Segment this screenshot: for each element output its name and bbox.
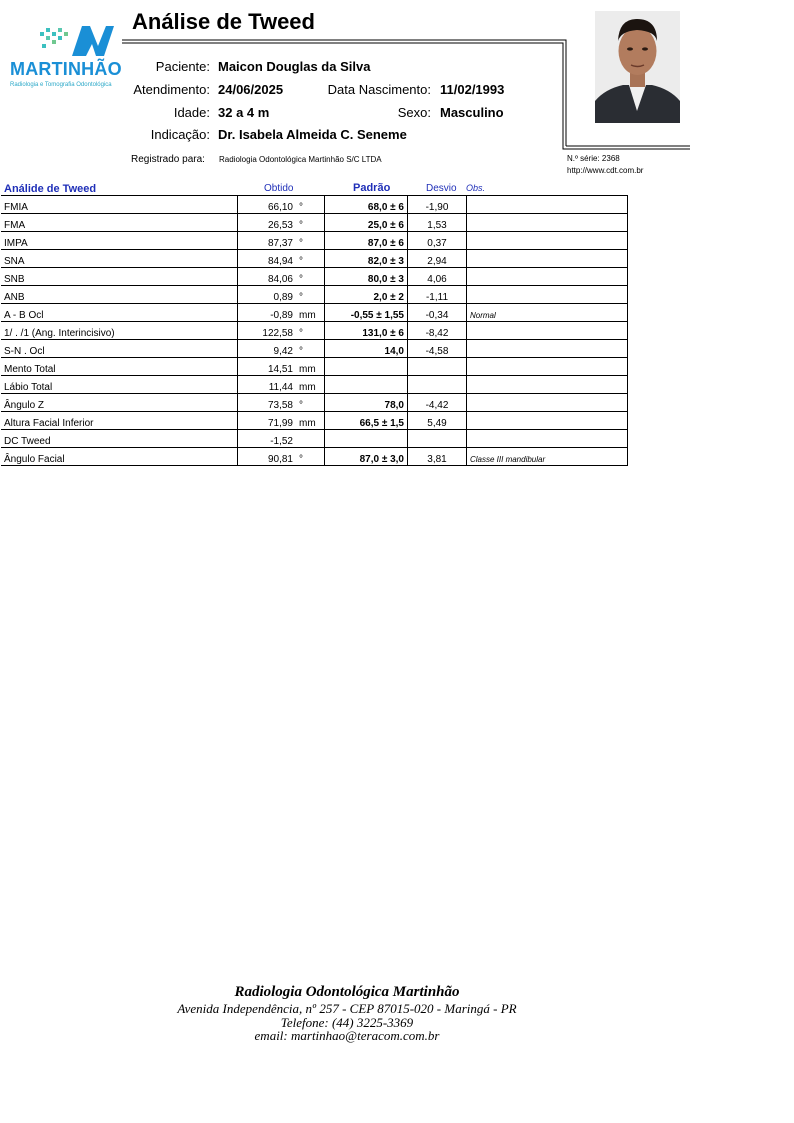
row-standard: 66,5 ± 1,5 [325,412,408,430]
table-row [1,250,628,268]
row-deviation: -4,58 [408,340,467,358]
row-deviation [408,430,467,448]
table-row [1,268,628,286]
age-value: 32 a 4 m [218,105,270,120]
row-standard [325,376,408,394]
row-name: IMPA [1,232,238,250]
visit-date: 24/06/2025 [218,82,284,97]
row-deviation: -1,90 [408,196,467,214]
row-deviation: 4,06 [408,268,467,286]
row-name: S-N . Ocl [1,340,238,358]
table-row [1,358,628,376]
row-obs [467,430,628,448]
footer-address: Avenida Independência, nº 257 - CEP 87015-020 - Maringá - PR [177,1001,517,1016]
row-standard: 87,0 ± 6 [325,232,408,250]
row-name: Lábio Total [1,376,238,394]
row-obs [467,412,628,430]
row-unit: ° [296,250,325,268]
row-deviation: -0,34 [408,304,467,322]
row-unit: mm [296,376,325,394]
row-standard: 78,0 [325,394,408,412]
row-deviation: 2,94 [408,250,467,268]
row-obtained: 84,06 [238,268,297,286]
row-obs [467,268,628,286]
sex-value: Masculino [440,105,504,120]
row-name: FMIA [1,196,238,214]
row-obtained: 71,99 [238,412,297,430]
row-name: FMA [1,214,238,232]
row-obtained: 26,53 [238,214,297,232]
row-unit: ° [296,448,325,466]
age-label: Idade: [173,105,210,120]
row-obtained: 73,58 [238,394,297,412]
row-obtained: 11,44 [238,376,297,394]
row-obs [467,376,628,394]
table-row [1,340,628,358]
col-obtained: Obtido [264,183,294,194]
row-obs [467,322,628,340]
row-deviation: -4,42 [408,394,467,412]
row-standard: -0,55 ± 1,55 [325,304,408,322]
birth-label: Data Nascimento: [327,82,431,97]
row-name: A - B Ocl [1,304,238,322]
row-deviation: -8,42 [408,322,467,340]
row-obs [467,394,628,412]
row-obs [467,214,628,232]
col-standard: Padrão [353,182,391,194]
row-obs [467,340,628,358]
row-unit: mm [296,304,325,322]
row-unit: ° [296,394,325,412]
row-obtained: 0,89 [238,286,297,304]
row-name: Ângulo Z [1,394,238,412]
row-deviation [408,376,467,394]
sex-label: Sexo: [397,105,431,120]
row-standard: 87,0 ± 3,0 [325,448,408,466]
row-obs [467,232,628,250]
col-obs: Obs. [466,183,486,193]
table-row [1,394,628,412]
birth-date: 11/02/1993 [440,82,505,97]
row-deviation: 0,37 [408,232,467,250]
row-standard: 2,0 ± 2 [325,286,408,304]
row-name: Altura Facial Inferior [1,412,238,430]
row-unit: ° [296,196,325,214]
patient-name: Maicon Douglas da Silva [218,59,371,74]
row-obtained: 84,94 [238,250,297,268]
row-standard: 14,0 [325,340,408,358]
row-standard: 68,0 ± 6 [325,196,408,214]
registered-value: Radiologia Odontológica Martinhão S/C LTDA [219,155,382,164]
table-row [1,376,628,394]
logo-name: MARTINHÃO [10,59,122,79]
row-unit: mm [296,412,325,430]
row-name: 1/ . /1 (Ang. Interincisivo) [1,322,238,340]
table-row [1,196,628,214]
row-unit: ° [296,232,325,250]
row-standard [325,358,408,376]
row-obtained: 90,81 [238,448,297,466]
row-unit: ° [296,340,325,358]
table-row [1,412,628,430]
row-name: SNA [1,250,238,268]
table-row [1,448,628,466]
table-row [1,322,628,340]
row-standard [325,430,408,448]
row-obs: Normal [467,304,628,322]
table-row [1,430,628,448]
row-name: SNB [1,268,238,286]
row-deviation [408,358,467,376]
referral-label: Indicação: [150,127,210,142]
row-obtained: 9,42 [238,340,297,358]
row-standard: 80,0 ± 3 [325,268,408,286]
row-name: DC Tweed [1,430,238,448]
patient-photo [595,11,680,123]
table-row [1,286,628,304]
patient-portrait-icon [595,11,680,123]
referral-value: Dr. Isabela Almeida C. Seneme [218,127,407,142]
row-name: Mento Total [1,358,238,376]
row-deviation: 3,81 [408,448,467,466]
footer-clinic-name: Radiologia Odontológica Martinhão [234,984,460,1000]
row-unit: mm [296,358,325,376]
row-obs [467,286,628,304]
row-obtained: 14,51 [238,358,297,376]
website: http://www.cdt.com.br [567,166,644,175]
page-title: Análise de Tweed [132,9,315,34]
row-unit: ° [296,214,325,232]
row-obs [467,196,628,214]
row-obtained: 87,37 [238,232,297,250]
row-obs [467,250,628,268]
row-obtained: -0,89 [238,304,297,322]
table-row [1,232,628,250]
row-deviation: 5,49 [408,412,467,430]
logo-tagline: Radiologia e Tomografia Odontológica [10,82,112,88]
row-name: Ângulo Facial [1,448,238,466]
row-obtained: 66,10 [238,196,297,214]
footer-email: email: martinhao@teracom.com.br [254,1028,440,1043]
row-obtained: -1,52 [238,430,297,448]
visit-label: Atendimento: [133,82,210,97]
row-deviation: -1,11 [408,286,467,304]
row-deviation: 1,53 [408,214,467,232]
row-obs: Classe III mandibular [467,448,628,466]
table-title: Análide de Tweed [4,183,97,195]
table-row [1,304,628,322]
row-standard: 131,0 ± 6 [325,322,408,340]
footer-phone: Telefone: (44) 3225-3369 [280,1015,414,1030]
row-obs [467,358,628,376]
table-row [1,214,628,232]
col-deviation: Desvio [426,183,457,194]
row-unit: ° [296,268,325,286]
registered-label: Registrado para: [131,154,205,165]
serial-number: N.º série: 2368 [567,154,620,163]
row-name: ANB [1,286,238,304]
row-standard: 82,0 ± 3 [325,250,408,268]
row-unit: ° [296,322,325,340]
patient-label: Paciente: [155,59,210,74]
row-obtained: 122,58 [238,322,297,340]
row-unit: ° [296,286,325,304]
tweed-table [1,195,628,466]
row-unit [296,430,325,448]
row-standard: 25,0 ± 6 [325,214,408,232]
